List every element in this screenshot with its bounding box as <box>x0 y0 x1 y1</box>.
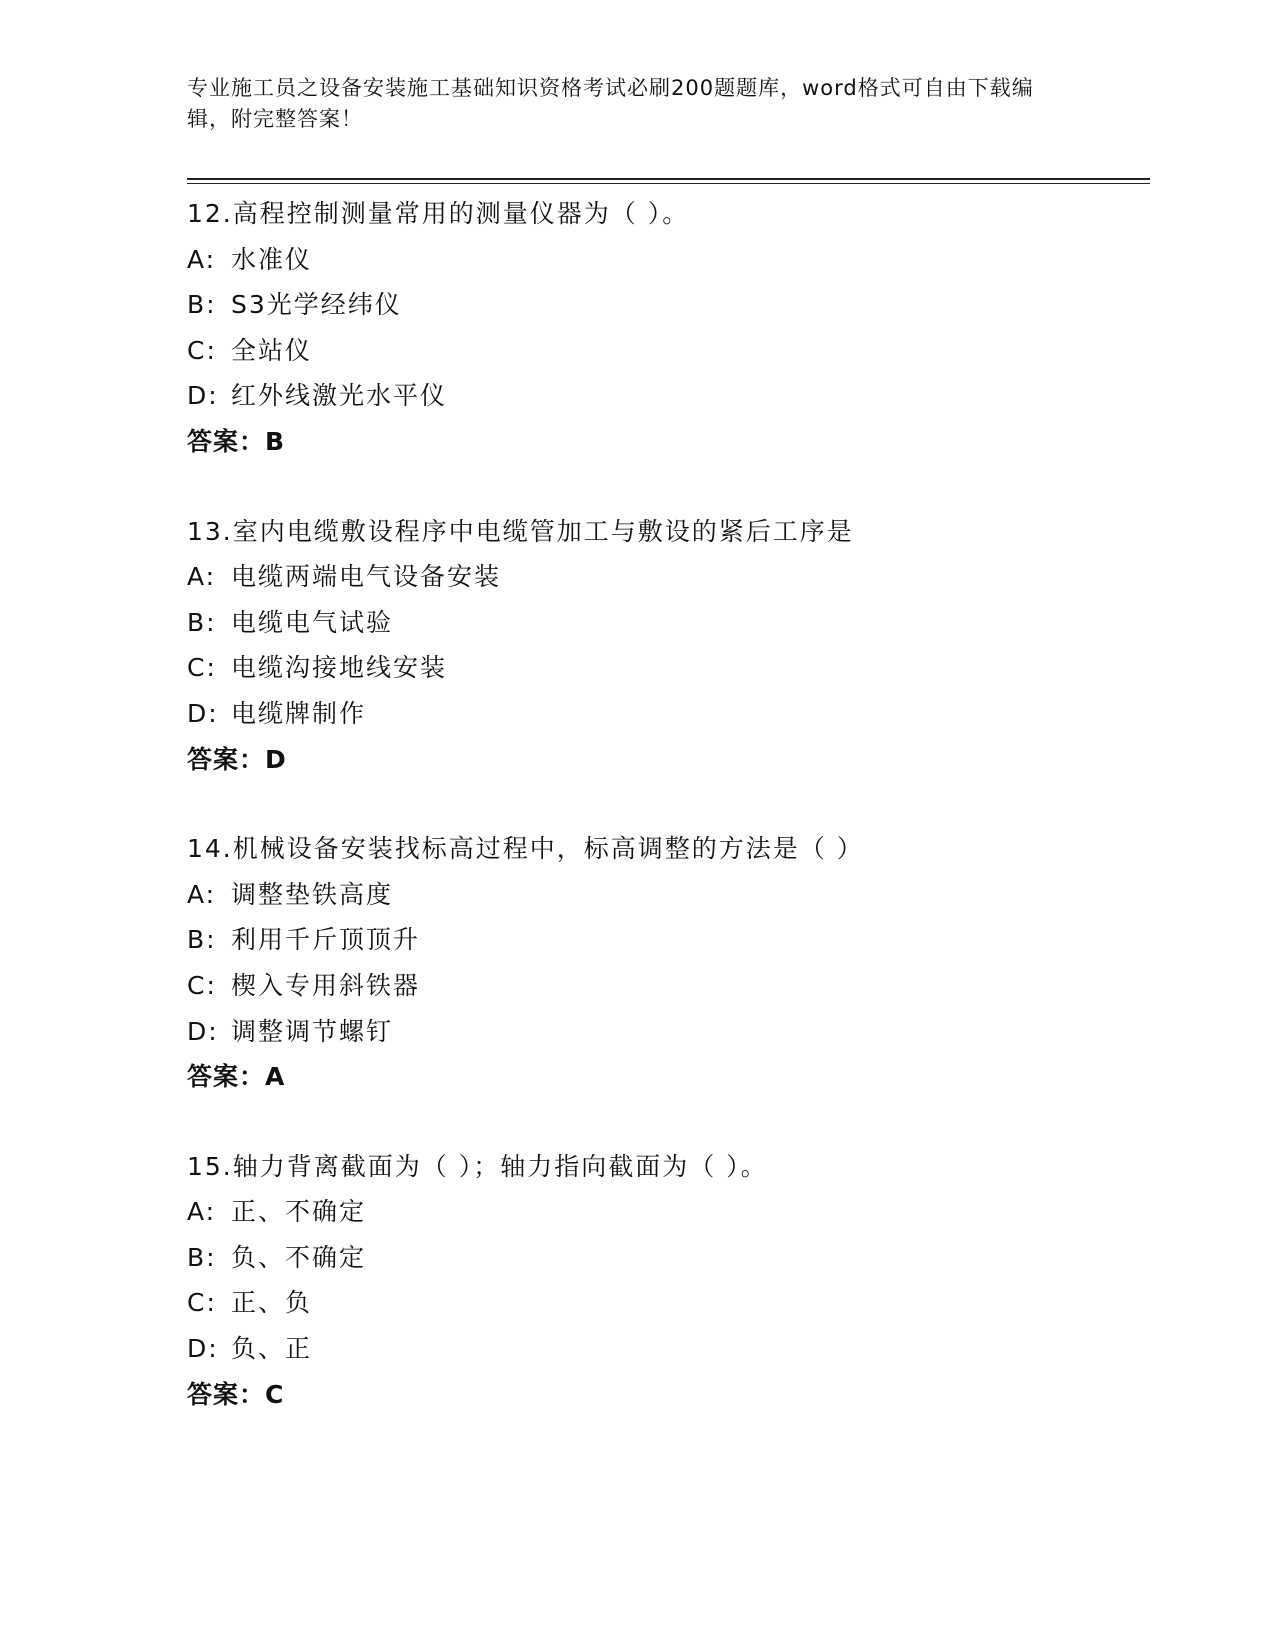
option-text: 负、不确定 <box>231 1242 367 1272</box>
option-text: 调整调节螺钉 <box>231 1016 394 1046</box>
question-stem <box>187 191 1147 237</box>
option-b <box>187 917 1147 963</box>
answer <box>187 419 1147 465</box>
question-text: 室内电缆敷设程序中电缆管加工与敷设的紧后工序是 <box>232 516 854 546</box>
answer-label: 答案： <box>187 744 266 774</box>
option-letter: A: <box>187 562 217 592</box>
option-letter: B: <box>187 925 217 955</box>
option-text: 负、正 <box>231 1334 313 1364</box>
question-12 <box>187 191 1147 465</box>
option-letter: C: <box>187 653 217 683</box>
answer-label: 答案： <box>187 1062 266 1092</box>
question-number: 15. <box>187 1151 233 1181</box>
option-a <box>187 1189 1147 1235</box>
option-text: 正、不确定 <box>231 1197 367 1227</box>
header-divider-thin <box>187 183 1150 184</box>
option-letter: B: <box>187 1242 217 1272</box>
answer-label: 答案： <box>187 426 266 456</box>
question-stem <box>187 1144 1147 1190</box>
option-text: 正、负 <box>231 1288 313 1318</box>
answer-value: D <box>265 744 287 774</box>
question-text: 轴力背离截面为（ ）；轴力指向截面为（ ）。 <box>232 1151 768 1181</box>
header-divider-thick <box>187 178 1150 180</box>
answer-value: A <box>265 1062 286 1092</box>
answer-label: 答案： <box>187 1379 266 1409</box>
option-text: 电缆两端电气设备安装 <box>231 562 502 592</box>
option-letter: C: <box>187 970 217 1000</box>
option-b <box>187 1235 1147 1281</box>
question-14 <box>187 826 1147 1100</box>
option-d <box>187 691 1147 737</box>
option-letter: B: <box>187 607 217 637</box>
option-d <box>187 1326 1147 1372</box>
option-a <box>187 237 1147 283</box>
question-number: 14. <box>187 834 233 864</box>
answer <box>187 1372 1147 1418</box>
option-b <box>187 600 1147 646</box>
option-c <box>187 645 1147 691</box>
option-a <box>187 554 1147 600</box>
option-c <box>187 963 1147 1009</box>
question-number: 13. <box>187 516 233 546</box>
document-header: 专业施工员之设备安装施工基础知识资格考试必刷200题题库，word格式可自由下载编辑，附完整答案！ <box>187 76 1034 131</box>
question-text: 机械设备安装找标高过程中，标高调整的方法是（ ） <box>232 834 864 864</box>
option-letter: D: <box>187 698 219 728</box>
question-stem <box>187 509 1147 555</box>
option-text: S3光学经纬仪 <box>231 290 402 320</box>
option-b <box>187 282 1147 328</box>
option-letter: D: <box>187 381 219 411</box>
option-letter: A: <box>187 879 217 909</box>
option-text: 电缆牌制作 <box>231 698 367 728</box>
option-d <box>187 373 1147 419</box>
question-13 <box>187 509 1147 783</box>
option-letter: D: <box>187 1016 219 1046</box>
option-letter: B: <box>187 290 217 320</box>
question-text: 高程控制测量常用的测量仪器为（ ）。 <box>232 199 690 228</box>
question-list <box>187 191 1147 1461</box>
option-text: 水准仪 <box>231 244 313 274</box>
question-number: 12. <box>187 199 233 228</box>
option-text: 利用千斤顶顶升 <box>231 925 421 955</box>
answer-value: C <box>265 1379 285 1409</box>
option-a <box>187 872 1147 918</box>
option-text: 全站仪 <box>231 335 313 365</box>
answer <box>187 1054 1147 1100</box>
option-letter: C: <box>187 1288 217 1318</box>
option-d <box>187 1009 1147 1055</box>
option-text: 电缆电气试验 <box>231 607 394 637</box>
option-letter: A: <box>187 1197 217 1227</box>
answer <box>187 737 1147 783</box>
question-15 <box>187 1144 1147 1418</box>
option-c <box>187 328 1147 374</box>
answer-value: B <box>265 426 286 456</box>
option-c <box>187 1280 1147 1326</box>
option-text: 楔入专用斜铁器 <box>231 970 421 1000</box>
option-letter: D: <box>187 1334 219 1364</box>
option-letter: C: <box>187 335 217 365</box>
option-letter: A: <box>187 244 217 274</box>
option-text: 电缆沟接地线安装 <box>231 653 448 683</box>
question-stem <box>187 826 1147 872</box>
option-text: 红外线激光水平仪 <box>231 381 448 411</box>
option-text: 调整垫铁高度 <box>231 879 394 909</box>
